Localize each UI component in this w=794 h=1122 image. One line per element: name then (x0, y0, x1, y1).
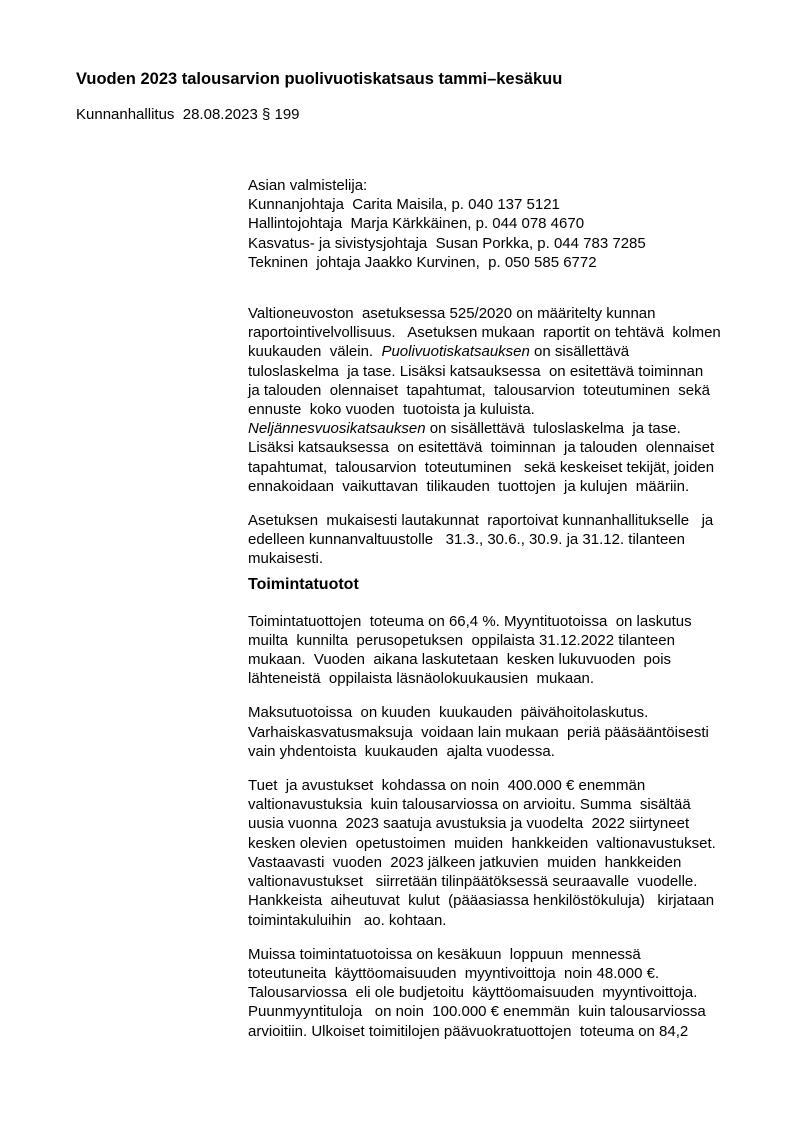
text-line: Toimintatuottojen toteuma on 66,4 %. Myyntituotoissa on laskutus (248, 612, 692, 630)
text-line: Lisäksi katsauksessa on esitettävä toiminnan ja talouden olennaiset (248, 439, 715, 457)
text-line: muilta kunnilta perusopetuksen oppilaista 31.12.2022 tilanteen (248, 631, 675, 649)
text-line: Tekninen johtaja Jaakko Kurvinen, p. 050 585 6772 (248, 253, 597, 271)
text-line: valtionavustuksia kuin talousarviossa on arvioitu. Summa sisältää (248, 796, 691, 814)
text-line: toteutuneita käyttöomaisuuden myyntivoittoja noin 48.000 €. (248, 964, 660, 982)
text-line: mukaisesti. (248, 550, 324, 568)
text-line: arvioitiin. Ulkoiset toimitilojen päävuokratuottojen toteuma on 84,2 (248, 1022, 689, 1040)
italic-term: Puolivuotiskatsauksen (381, 343, 530, 361)
text-line: Neljännesvuosikatsauksen on sisällettävä tuloslaskelma ja tase. (248, 420, 681, 438)
text-line: Hankkeista aiheutuvat kulut (pääasiassa henkilöstökuluja) kirjataan (248, 892, 715, 910)
document-title: Vuoden 2023 talousarvion puolivuotiskatsaus tammi–kesäkuu (76, 70, 563, 88)
text-line: Varhaiskasvatusmaksuja voidaan lain mukaan periä pääsääntöisesti (248, 723, 709, 741)
text-line: Muissa toimintatuotoissa on kesäkuun loppuun mennessä (248, 945, 641, 963)
text-line: Vastaavasti vuoden 2023 jälkeen jatkuvien muiden hankkeiden (248, 853, 682, 871)
text-line: ja talouden olennaiset tapahtumat, talousarvion toteutuminen sekä (248, 381, 710, 399)
italic-term: Neljännesvuosikatsauksen (248, 420, 426, 438)
text-line: Tuet ja avustukset kohdassa on noin 400.000 € enemmän (248, 777, 646, 795)
paragraph-tuet-ja-avustukset (248, 776, 772, 930)
text-line: lähteneistä oppilaista läsnäolokuukausien mukaan. (248, 670, 595, 688)
text-line: Asian valmistelija: (248, 177, 368, 194)
text-line: Valtioneuvoston asetuksessa 525/2020 on määritelty kunnan (248, 305, 656, 323)
text-line: tapahtumat, talousarvion toteutuminen sekä keskeiset tekijät, joiden (248, 458, 715, 476)
paragraph-maksutuotot (248, 703, 772, 761)
text-line: Maksutuotoissa on kuuden kuukauden päivähoitolaskutus. (248, 704, 649, 722)
document-body (248, 176, 772, 1056)
text-line: kesken olevien opetustoimen muiden hankkeiden valtionavustukset. (248, 834, 716, 852)
text-line: uusia vuonna 2023 saatuja avustuksia ja vuodelta 2022 siirtyneet (248, 815, 690, 833)
text-line: toimintakuluihin ao. kohtaan. (248, 911, 447, 929)
paragraph-toteuma (248, 612, 772, 689)
document-subtitle: Kunnanhallitus 28.08.2023 § 199 (76, 106, 300, 123)
text-line: raportointivelvollisuus. Asetuksen mukaan raportit on tehtävä kolmen (248, 324, 721, 342)
text-line: Puunmyyntituloja on noin 100.000 € enemmän kuin talousarviossa (248, 1003, 706, 1021)
paragraph-reporting-duty (248, 304, 772, 496)
text-line: ennakoidaan vaikuttavan tilikauden tuottojen ja kulujen määriin. (248, 477, 690, 495)
text-line: Kasvatus- ja sivistysjohtaja Susan Porkka, p. 044 783 7285 (248, 234, 646, 252)
text-line: kuukauden välein. Puolivuotiskatsauksen on sisällettävä (248, 343, 630, 361)
paragraph-reporting-schedule (248, 511, 772, 569)
text-line: valtionavustukset siirretään tilinpäätöksessä seuraavalle vuodelle. (248, 873, 698, 891)
text-line: edelleen kunnanvaltuustolle 31.3., 30.6., 30.9. ja 31.12. tilanteen (248, 531, 685, 549)
text-line: vain yhdentoista kuukauden ajalta vuodessa. (248, 742, 555, 760)
text-line: Hallintojohtaja Marja Kärkkäinen, p. 044 078 4670 (248, 215, 585, 233)
section-heading-toimintatuotot: Toimintatuotot (248, 575, 359, 593)
text-line: tuloslaskelma ja tase. Lisäksi katsauksessa on esitettävä toiminnan (248, 362, 704, 380)
text-line: ennuste koko vuoden tuotoista ja kuluista. (248, 401, 535, 419)
paragraph-muut-toimintatuotot (248, 945, 772, 1041)
text-line: mukaan. Vuoden aikana laskutetaan kesken lukuvuoden pois (248, 651, 672, 669)
text-line: Kunnanjohtaja Carita Maisila, p. 040 137 5121 (248, 196, 560, 214)
text-line: Talousarviossa eli ole budjetoitu käyttöomaisuuden myyntivoittoja. (248, 984, 698, 1002)
text-line: Asetuksen mukaisesti lautakunnat raportoivat kunnanhallitukselle ja (248, 512, 714, 530)
preparer-block (248, 176, 772, 272)
